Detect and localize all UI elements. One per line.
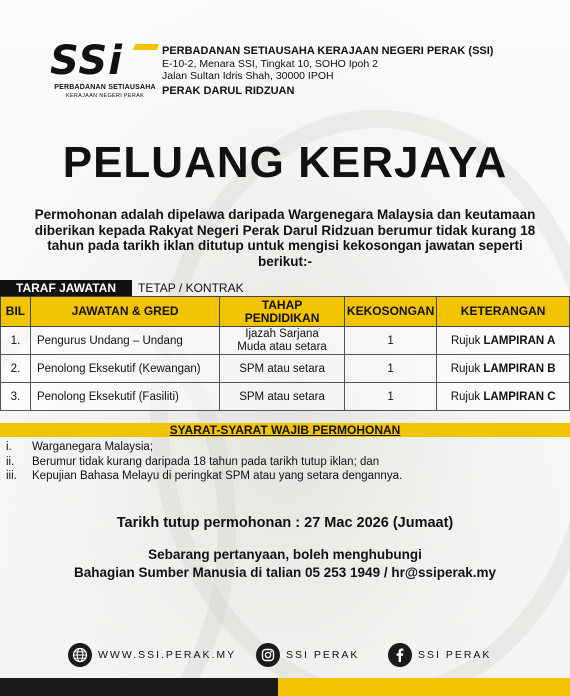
header-tahap-line1: TAHAP	[261, 297, 303, 312]
bottom-accent-bar	[278, 678, 570, 696]
lampiran-link: LAMPIRAN B	[483, 362, 556, 375]
closing-date: Tarikh tutup permohonan : 27 Mac 2026 (Jumaat)	[116, 515, 454, 531]
jobs-table	[0, 296, 570, 411]
taraf-label: TARAF JAWATAN	[0, 280, 132, 296]
taraf-value: TETAP / KONTRAK	[138, 281, 244, 295]
list-item-text: Warganegara Malaysia;	[32, 441, 154, 453]
list-item-text: Kepujian Bahasa Melayu di peringkat SPM atau yang setara dengannya.	[32, 470, 403, 483]
list-item-number: i.	[6, 441, 12, 453]
requirements-heading-text: SYARAT-SYARAT WAJIB PERMOHONAN	[169, 423, 401, 437]
lampiran-link: LAMPIRAN A	[483, 334, 556, 347]
row-pendidikan: SPM atau setara	[220, 383, 345, 411]
facebook-link[interactable]	[388, 642, 491, 668]
row-jawatan: Penolong Eksekutif (Fasiliti)	[30, 383, 219, 411]
org-address-2: Jalan Sultan Idris Shah, 30000 IPOH	[162, 70, 334, 83]
row-pendidikan: SPM atau setara	[220, 355, 345, 383]
footer	[0, 640, 570, 670]
header-tahap	[220, 297, 345, 327]
contact-line-1: Sebarang pertanyaan, boleh menghubungi	[148, 547, 422, 562]
row-keterangan	[437, 327, 570, 355]
table-header-row	[1, 297, 570, 327]
contact-line-2: Bahagian Sumber Manusia di talian 05 253 1949 / hr@ssiperak.my	[73, 565, 497, 580]
list-item-number: ii.	[6, 455, 15, 468]
row-pendidikan-line1: Ijazah Sarjana	[245, 327, 319, 340]
website-text: WWW.SSI.PERAK.MY	[98, 649, 237, 661]
row-bil: 1.	[1, 327, 31, 355]
instagram-text: SSI PERAK	[286, 649, 360, 661]
requirements-list	[0, 440, 570, 484]
rujuk-text: Rujuk	[450, 390, 481, 403]
row-bil: 2.	[1, 355, 31, 383]
row-kekosongan: 1	[344, 383, 436, 411]
logo-subtitle-1: PERBADANAN SETIAUSAHA	[54, 84, 156, 91]
logo-subtitle-2: KERAJAAN NEGERI PERAK	[65, 93, 145, 99]
org-address-1: E-10-2, Menara SSI, Tingkat 10, SOHO Ipoh 2	[162, 57, 378, 70]
page-title: PELUANG KERJAYA	[62, 138, 508, 187]
list-item-text: Berumur tidak kurang daripada 18 tahun pada tarikh tutup iklan; dan	[32, 455, 380, 468]
organization-info	[162, 45, 493, 97]
row-pendidikan	[220, 327, 345, 355]
rujuk-text: Rujuk	[450, 334, 481, 347]
instagram-link[interactable]	[256, 642, 359, 668]
ssi-logo	[42, 40, 168, 102]
lampiran-link: LAMPIRAN C	[483, 390, 556, 403]
facebook-text: SSI PERAK	[418, 649, 492, 661]
table-row	[1, 383, 570, 411]
header-keterangan: KETERANGAN	[437, 297, 570, 327]
header-kekosongan: KEKOSONGAN	[344, 297, 436, 327]
facebook-icon	[388, 643, 412, 667]
website-link[interactable]	[68, 642, 236, 668]
list-item	[0, 455, 570, 470]
list-item	[0, 469, 570, 484]
row-jawatan: Penolong Eksekutif (Kewangan)	[30, 355, 219, 383]
org-name: PERBADANAN SETIAUSAHA KERAJAAN NEGERI PERAK (SSI)	[162, 45, 494, 57]
rujuk-text: Rujuk	[450, 362, 481, 375]
logo-accent-bar	[133, 44, 159, 50]
table-row	[1, 355, 570, 383]
list-item-number: iii.	[6, 470, 17, 483]
contact-info	[0, 546, 570, 582]
table-row	[1, 327, 570, 355]
header-jawatan: JAWATAN & GRED	[30, 297, 219, 327]
row-bil: 3.	[1, 383, 31, 411]
row-jawatan: Pengurus Undang – Undang	[30, 327, 219, 355]
globe-icon	[68, 643, 92, 667]
org-region: PERAK DARUL RIDZUAN	[162, 84, 295, 97]
taraf-jawatan-row	[0, 280, 570, 296]
instagram-icon	[256, 643, 280, 667]
row-pendidikan-line2: Muda atau setara	[237, 340, 327, 353]
logo-wordmark: SSi	[50, 38, 123, 84]
header-tahap-line2: PENDIDIKAN	[244, 310, 320, 325]
requirements-heading	[0, 423, 570, 437]
row-kekosongan: 1	[344, 327, 436, 355]
row-keterangan	[437, 383, 570, 411]
list-item	[0, 440, 570, 455]
header-bil: BIL	[1, 297, 31, 327]
row-kekosongan: 1	[344, 355, 436, 383]
row-keterangan	[437, 355, 570, 383]
intro-paragraph: Permohonan adalah dipelawa daripada Wargenegara Malaysia dan keutamaan diberikan kepada Rakyat Negeri Perak Darul Ridzuan berumur tidak kurang 18 tahun pada tarikh iklan ditutup untuk mengisi kekosongan jawatan seperti berikut:-	[34, 207, 536, 269]
